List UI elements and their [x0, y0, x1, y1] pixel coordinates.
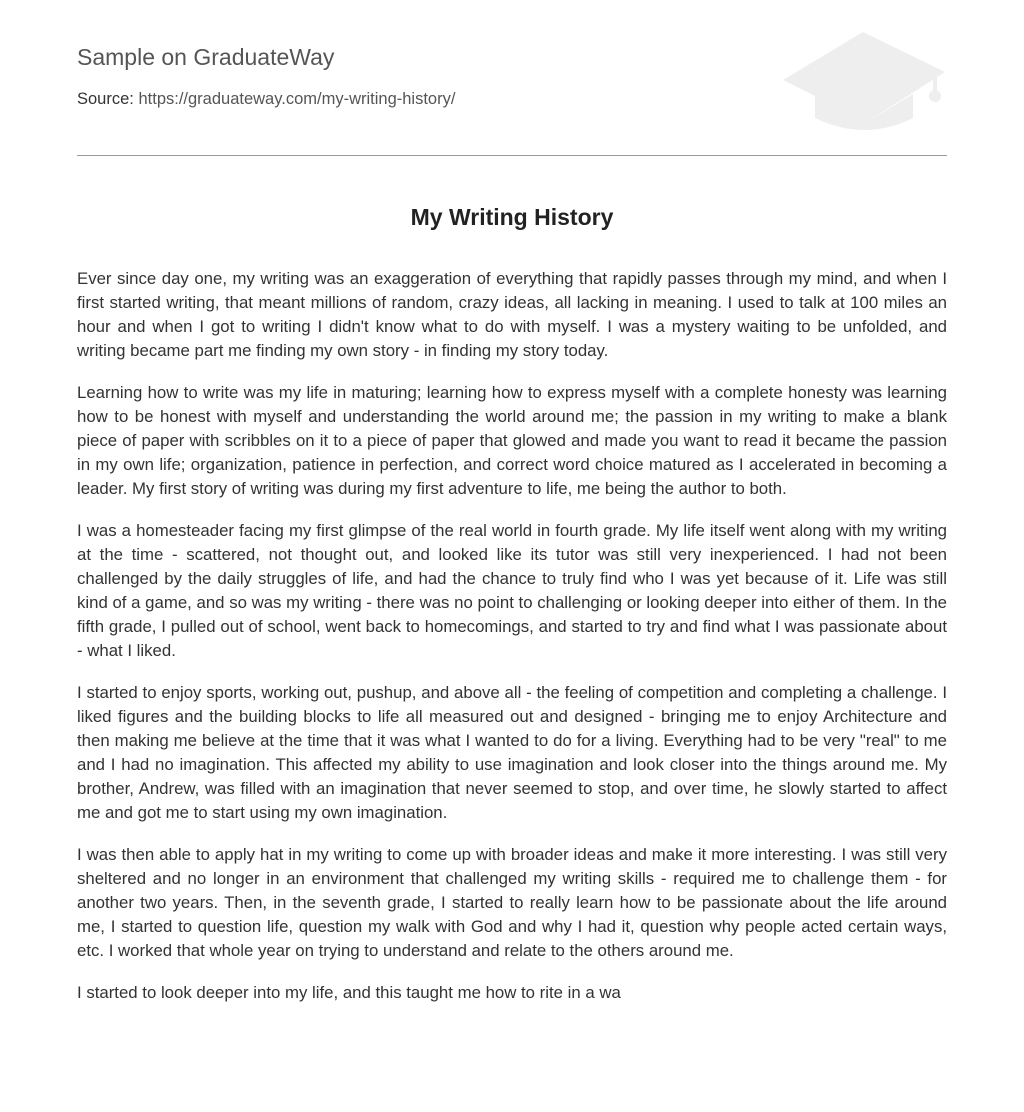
paragraph: Ever since day one, my writing was an exaggeration of everything that rapidly passes through my mind, and when I first started writing, that meant millions of random, crazy ideas, all lacking in meaning. I used to talk at 100 miles an hour and when I got to writing I didn't know what to do with myself. I was a mystery waiting to be unfolded, and writing became part me finding my own story - in finding my story today. [77, 269, 947, 360]
page-header [77, 0, 947, 156]
tassel-end [929, 90, 941, 102]
paragraph: I was then able to apply hat in my writing to come up with broader ideas and make it more interesting. I was still very sheltered and no longer in an environment that challenged my writing skills - required me to challenge them - for another two years. Then, in the seventh grade, I started to really learn how to be passionate about the life around me, I started to question life, question my walk with God and why I had it, question why people acted certain ways, etc. I worked that whole year on trying to understand and relate to the others around me. [77, 845, 947, 960]
paragraph: I started to enjoy sports, working out, pushup, and above all - the feeling of competition and completing a challenge. I liked figures and the building blocks to life all measured out and designed - bringing me to enjoy Architecture and then making me believe at the time that it was what I wanted to do for a living. Everything had to be very "real" to me and I had no imagination. This affected my ability to use imagination and look closer into the things around me. My brother, Andrew, was filled with an imagination that never seemed to stop, and over time, he slowly started to affect me and got me to start using my own imagination. [77, 683, 947, 822]
source-label: Source: [77, 90, 134, 108]
document-body [77, 267, 947, 1023]
document-title: My Writing History [410, 204, 614, 230]
paragraph: Learning how to write was my life in maturing; learning how to express myself with a complete honesty was learning how to be honest with myself and understanding the world around me; the passion in my writing to make a blank piece of paper with scribbles on it to a piece of paper that glowed and made you want to read it became the passion in my own life; organization, patience in perfection, and correct word choice matured as I accelerated in becoming a leader. My first story of writing was during my first adventure to life, me being the author to both. [77, 383, 947, 498]
source-line [77, 90, 455, 109]
graduation-cap-icon [781, 30, 949, 134]
source-link[interactable]: https://graduateway.com/my-writing-history/ [138, 90, 456, 108]
paragraph: I started to look deeper into my life, and this taught me how to rite in a wa [77, 983, 621, 1002]
document-page [77, 0, 947, 1002]
paragraph: I was a homesteader facing my first glimpse of the real world in fourth grade. My life itself went along with my writing at the time - scattered, not thought out, and looked like its tutor was still very inexperienced. I had not been challenged by the daily struggles of life, and had the chance to truly find who I was yet because of it. Life was still kind of a game, and so was my writing - there was no point to challenging or looking deeper into either of them. In the fifth grade, I pulled out of school, went back to homecomings, and started to try and find what I was passionate about - what I liked. [77, 521, 947, 660]
cap-board [783, 32, 945, 122]
site-title: Sample on GraduateWay [77, 44, 335, 70]
